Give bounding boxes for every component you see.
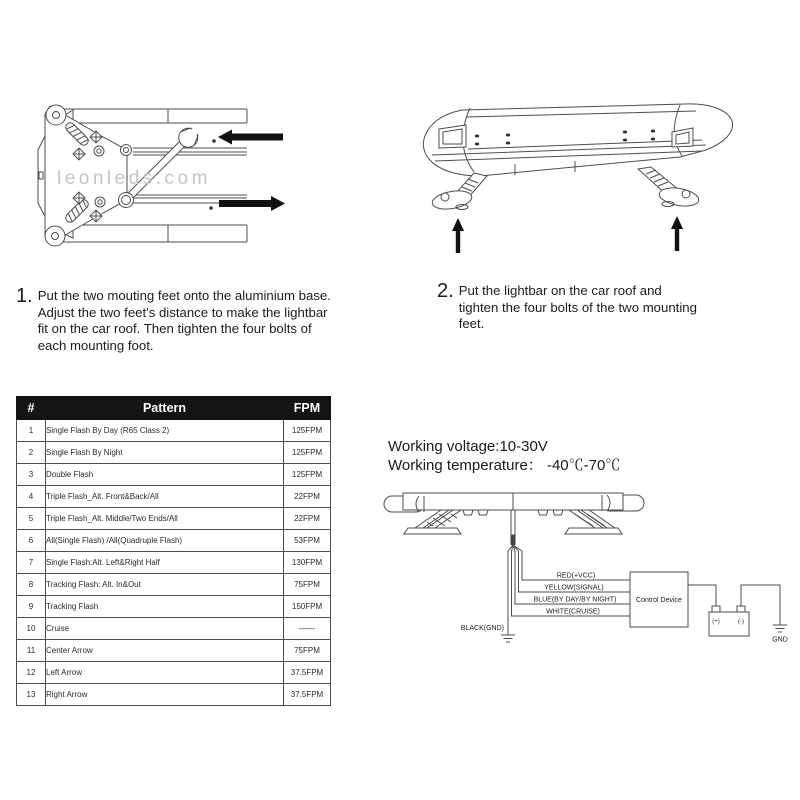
- row-number: 12: [17, 662, 46, 684]
- table-row: [17, 640, 331, 662]
- battery-negative-label: (-): [738, 619, 744, 625]
- table-row: [17, 464, 331, 486]
- row-number: 6: [17, 530, 46, 552]
- fpm-value: 37.5FPM: [284, 684, 331, 706]
- row-number: 5: [17, 508, 46, 530]
- fpm-value: 150FPM: [284, 596, 331, 618]
- foot-left: [404, 510, 461, 534]
- fpm-value: 75FPM: [284, 574, 331, 596]
- pattern-table-body: [17, 420, 331, 706]
- table-row: [17, 420, 331, 442]
- working-voltage: Working voltage:10-30V: [388, 438, 548, 455]
- wire-label-black: BLACK(GND): [460, 625, 504, 632]
- pattern-name: All(Single Flash) /All(Quadruple Flash): [46, 530, 284, 552]
- fpm-value: 22FPM: [284, 508, 331, 530]
- pattern-name: Cruise: [46, 618, 284, 640]
- table-row: [17, 684, 331, 706]
- watermark: leonleds.com: [57, 168, 211, 189]
- battery-positive-label: (+): [712, 619, 720, 625]
- fpm-value: 53FPM: [284, 530, 331, 552]
- table-row: [17, 508, 331, 530]
- row-number: 11: [17, 640, 46, 662]
- step-text: Put the two mouting feet onto the aluminium base. Adjust the two feet's distance to make the lightbar fit on the car roof. Then tighten the four bolts of each mounting foot.: [37, 288, 331, 353]
- header-fpm: FPM: [284, 397, 331, 420]
- fpm-value: 37.5FPM: [284, 662, 331, 684]
- row-number: 13: [17, 684, 46, 706]
- step-number: 1.: [16, 285, 33, 307]
- step-number: 2.: [437, 280, 454, 302]
- instruction-step-2: [437, 281, 709, 333]
- row-number: 10: [17, 618, 46, 640]
- battery-circuit: [688, 585, 787, 636]
- row-number: 3: [17, 464, 46, 486]
- row-number: 8: [17, 574, 46, 596]
- wiring-diagram: [383, 483, 793, 653]
- ground-symbol: [501, 635, 515, 642]
- table-row: [17, 662, 331, 684]
- fpm-value: ——: [284, 618, 331, 640]
- arrow-left-icon: [218, 130, 283, 145]
- fpm-value: 22FPM: [284, 486, 331, 508]
- mounting-foot-right: [638, 167, 700, 209]
- pattern-name: Triple Flash_Alt. Middle/Two Ends/All: [46, 508, 284, 530]
- control-device-label: Control Device: [636, 597, 682, 604]
- lightbar-illustration: [410, 95, 740, 255]
- lightbar-body: [423, 104, 732, 176]
- row-number: 2: [17, 442, 46, 464]
- pattern-name: Single Flash By Day (R65 Class 2): [46, 420, 284, 442]
- pattern-table: [16, 396, 331, 706]
- table-row: [17, 574, 331, 596]
- table-row: [17, 530, 331, 552]
- row-number: 1: [17, 420, 46, 442]
- working-temperature: Working temperature： -40℃-70℃: [388, 457, 621, 474]
- specs: [388, 437, 620, 475]
- pattern-name: Center Arrow: [46, 640, 284, 662]
- table-header-row: [17, 397, 331, 420]
- pattern-name: Right Arrow: [46, 684, 284, 706]
- pattern-name: Single Flash:Alt. Left&Right Half: [46, 552, 284, 574]
- mounting-foot-illustration: [15, 90, 295, 255]
- fpm-value: 125FPM: [284, 442, 331, 464]
- fpm-value: 130FPM: [284, 552, 331, 574]
- row-number: 4: [17, 486, 46, 508]
- pattern-name: Triple Flash_Alt. Front&Back/All: [46, 486, 284, 508]
- header-pattern: Pattern: [46, 397, 284, 420]
- row-number: 9: [17, 596, 46, 618]
- pattern-name: Single Flash By Night: [46, 442, 284, 464]
- table-row: [17, 486, 331, 508]
- wire-label-blue: BLUE(BY DAY/BY NIGHT): [533, 596, 617, 604]
- pattern-name: Tracking Flash: Alt. In&Out: [46, 574, 284, 596]
- table-row: [17, 618, 331, 640]
- arrow-up-icon: [671, 216, 683, 251]
- pattern-name: Tracking Flash: [46, 596, 284, 618]
- table-row: [17, 596, 331, 618]
- wire-label-yellow: YELLOW(SIGNAL): [544, 584, 604, 592]
- step-text: Put the lightbar on the car roof and tighten the four bolts of the two mounting feet.: [458, 283, 697, 332]
- foot-right: [565, 510, 622, 534]
- pattern-name: Left Arrow: [46, 662, 284, 684]
- wire-label-red: RED(+VCC): [556, 572, 596, 580]
- instruction-step-1: [16, 286, 334, 354]
- row-number: 7: [17, 552, 46, 574]
- fpm-value: 75FPM: [284, 640, 331, 662]
- gnd-label: GND: [772, 636, 788, 644]
- header-number: #: [17, 397, 46, 420]
- wire-label-white: WHITE(CRUISE): [546, 608, 600, 616]
- arrow-up-icon: [452, 218, 464, 253]
- pattern-name: Double Flash: [46, 464, 284, 486]
- fpm-value: 125FPM: [284, 420, 331, 442]
- table-row: [17, 552, 331, 574]
- table-row: [17, 442, 331, 464]
- ground-symbol: [773, 625, 787, 632]
- mounting-foot-left: [431, 173, 487, 212]
- fpm-value: 125FPM: [284, 464, 331, 486]
